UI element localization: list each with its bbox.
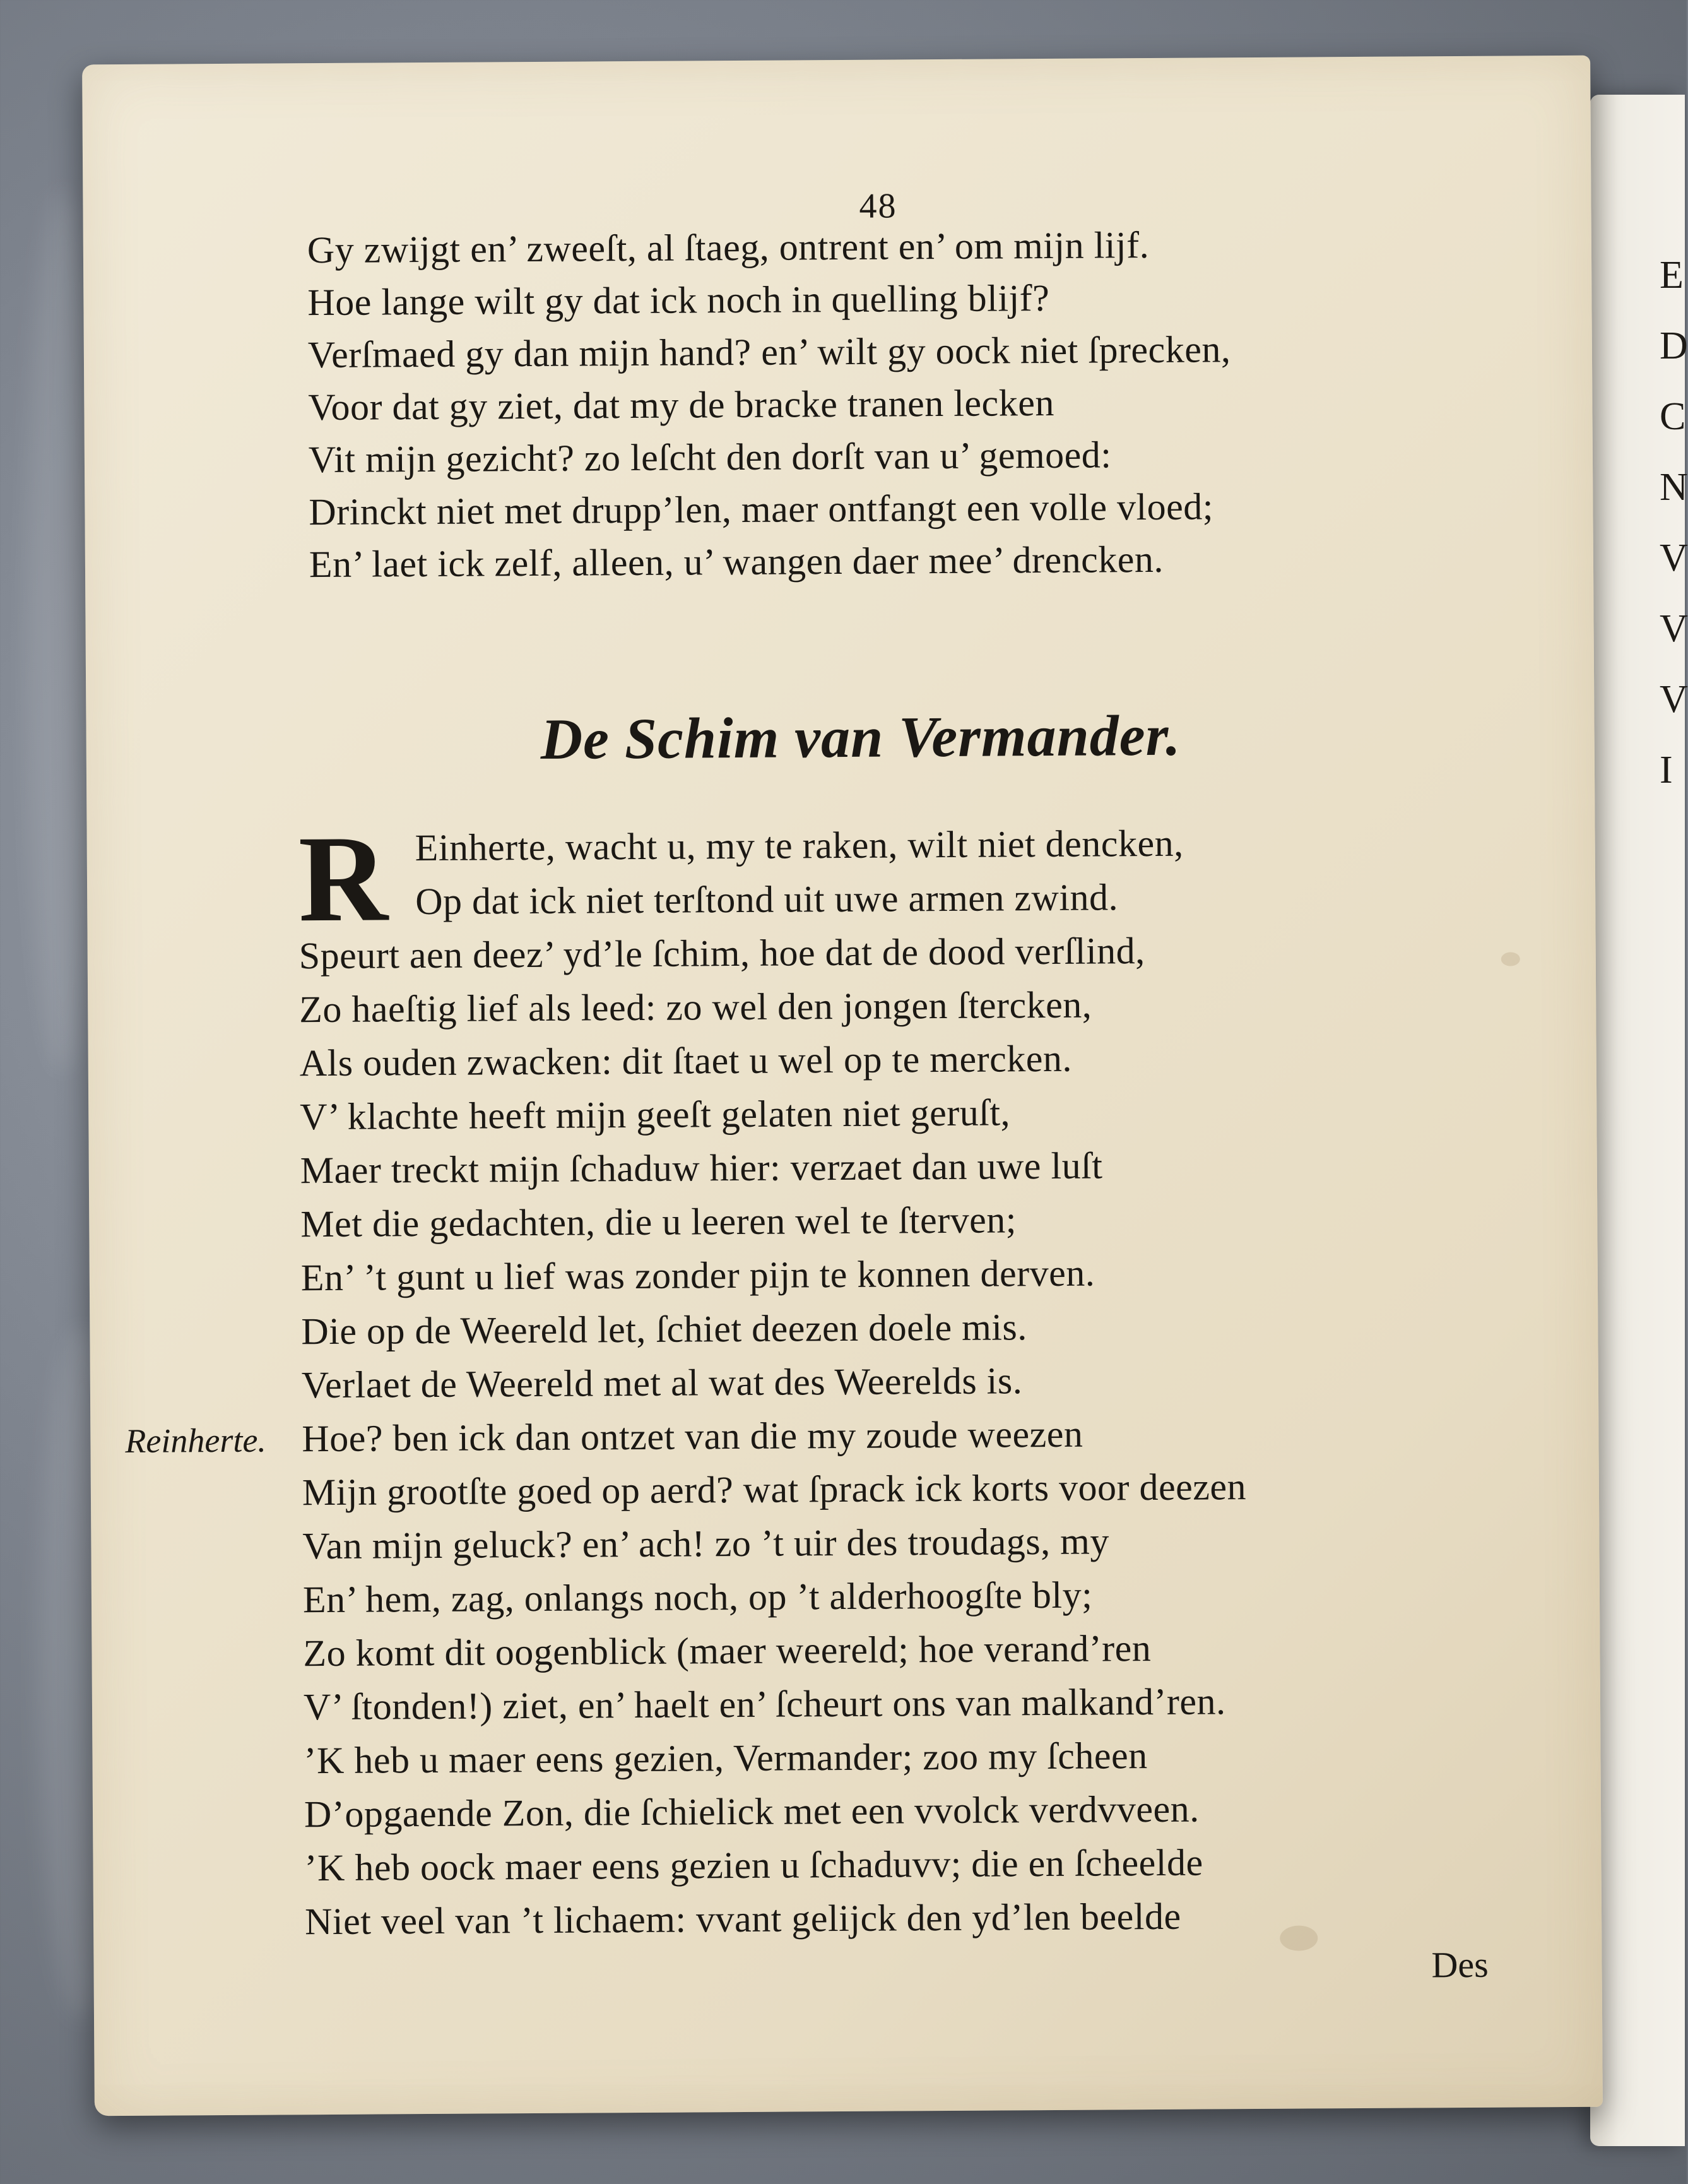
verse-line: Als ouden zwacken: dit ſtaet u wel op te mercken. bbox=[299, 1037, 1073, 1084]
facing-letter: E bbox=[1660, 254, 1684, 297]
verse-line: En’ laet ick zelf, alleen, u’ wangen daer mee’ drencken. bbox=[309, 538, 1164, 586]
verse-line: Hoe lange wilt gy dat ick noch in quelling blijf? bbox=[307, 276, 1050, 324]
verse-line: D’opgaende Zon, die ſchielick met een vvolck verdvveen. bbox=[304, 1788, 1200, 1836]
verse-line: Zo komt dit oogenblick (maer weereld; hoe verand’ren bbox=[303, 1627, 1152, 1675]
facing-letter: D bbox=[1660, 324, 1688, 367]
verse-line: Vit mijn gezicht? zo leſcht den dorſt van u’ gemoed: bbox=[308, 434, 1112, 481]
facing-letter: C bbox=[1660, 395, 1686, 438]
page-text bbox=[82, 56, 1603, 2116]
verse-line: V’ ſtonden!) ziet, en’ haelt en’ ſcheurt ons van malkand’ren. bbox=[303, 1680, 1226, 1728]
verse-line: Gy zwijgt en’ zweeſt, al ſtaeg, ontrent en’ om mijn lijf. bbox=[307, 224, 1150, 271]
facing-letter: V bbox=[1660, 607, 1688, 650]
verse-line: Drinckt niet met drupp’len, maer ontfangt een volle vloed; bbox=[309, 485, 1214, 533]
verse-line: Maer treckt mijn ſchaduw hier: verzaet dan uwe luſt bbox=[300, 1144, 1103, 1192]
verse-line: Speurt aen deez’ yd’le ſchim, hoe dat de dood verſlind, bbox=[298, 930, 1145, 977]
facing-letter: I bbox=[1660, 749, 1673, 792]
speaker-label: Reinherte. bbox=[125, 1421, 267, 1460]
verse-line: Verſmaed gy dan mijn hand? en’ wilt gy oock niet ſprecken, bbox=[307, 328, 1231, 376]
page-number: 48 bbox=[859, 186, 897, 226]
verse-line: En’ ’t gunt u lief was zonder pijn te konnen derven. bbox=[300, 1252, 1095, 1299]
verse-line: Verlaet de Weereld met al wat des Weerelds is. bbox=[301, 1360, 1023, 1406]
verse-line: Hoe? ben ick dan ontzet van die my zoude weezen bbox=[302, 1413, 1083, 1460]
facing-letter: V bbox=[1660, 678, 1688, 721]
verse-line: Van mijn geluck? en’ ach! zo ’t uir des troudags, my bbox=[302, 1520, 1110, 1567]
verse-line: ’K heb oock maer eens gezien u ſchaduvv; die en ſcheelde bbox=[304, 1841, 1203, 1889]
facing-page-letters bbox=[1660, 240, 1688, 805]
verse-line: V’ klachte heeft mijn geeſt gelaten niet geruſt, bbox=[300, 1091, 1011, 1138]
verse-line: En’ hem, zag, onlangs noch, op ’t alderhoogſte bly; bbox=[302, 1574, 1093, 1621]
verse-line: Die op de Weereld let, ſchiet deezen doele mis. bbox=[301, 1306, 1027, 1353]
verse-line: Mijn grootſte goed op aerd? wat ſprack ick korts voor deezen bbox=[302, 1466, 1247, 1514]
book-page bbox=[82, 56, 1603, 2116]
section-title: De Schim van Vermander. bbox=[540, 703, 1181, 771]
verse-line: Einherte, wacht u, my te raken, wilt niet dencken, bbox=[415, 822, 1184, 869]
catchword: Des bbox=[1431, 1944, 1489, 1986]
drop-cap: R bbox=[298, 810, 389, 948]
verse-line: Op dat ick niet terſtond uit uwe armen zwind. bbox=[415, 876, 1119, 923]
facing-page bbox=[1590, 95, 1688, 2146]
facing-letter: V bbox=[1660, 537, 1688, 579]
verse-line: Met die gedachten, die u leeren wel te ſterven; bbox=[300, 1199, 1017, 1245]
verse-line: ’K heb u maer eens gezien, Vermander; zoo my ſcheen bbox=[304, 1735, 1148, 1782]
verse-line: Zo haeſtig lief als leed: zo wel den jongen ſtercken, bbox=[299, 983, 1092, 1031]
verse-line: Niet veel van ’t lichaem: vvant gelijck den yd’len beelde bbox=[304, 1895, 1181, 1943]
verse-line: Voor dat gy ziet, dat my de bracke tranen lecken bbox=[308, 381, 1055, 429]
facing-letter: N bbox=[1660, 466, 1688, 509]
